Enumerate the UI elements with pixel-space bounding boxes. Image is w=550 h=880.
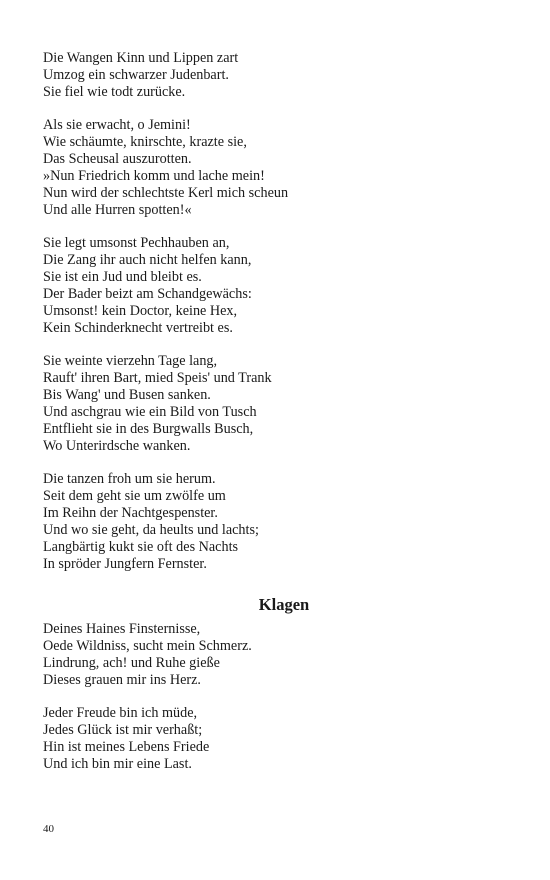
verse-line: Dieses grauen mir ins Herz. bbox=[43, 672, 201, 688]
verse-line: Oede Wildniss, sucht mein Schmerz. bbox=[43, 638, 252, 654]
page-number: 40 bbox=[43, 823, 54, 835]
stanza bbox=[43, 471, 513, 573]
verse-line: Wie schäumte, knirschte, krazte sie, bbox=[43, 134, 247, 150]
verse-line: Jedes Glück ist mir verhaßt; bbox=[43, 722, 203, 738]
verse-line: Umzog ein schwarzer Judenbart. bbox=[43, 67, 229, 83]
verse-line: Wo Unterirdsche wanken. bbox=[43, 438, 191, 454]
verse-line: »Nun Friedrich komm und lache mein! bbox=[43, 168, 265, 184]
poem-klagen bbox=[43, 621, 513, 773]
stanza bbox=[43, 705, 513, 773]
poem-title: Klagen bbox=[258, 595, 310, 614]
verse-line: Die Wangen Kinn und Lippen zart bbox=[43, 50, 239, 66]
verse-line: Sie weinte vierzehn Tage lang, bbox=[43, 353, 218, 369]
stanza bbox=[43, 235, 513, 337]
verse-line: Und ich bin mir eine Last. bbox=[43, 756, 192, 772]
verse-line: Als sie erwacht, o Jemini! bbox=[43, 117, 191, 133]
verse-line: Kein Schinderknecht vertreibt es. bbox=[43, 320, 233, 336]
verse-line: Sie ist ein Jud und bleibt es. bbox=[43, 269, 202, 285]
verse-line: Nun wird der schlechtste Kerl mich scheun bbox=[43, 185, 289, 201]
verse-line: Die tanzen froh um sie herum. bbox=[43, 471, 216, 487]
stanza bbox=[43, 50, 513, 101]
stanza bbox=[43, 117, 513, 219]
verse-line: Jeder Freude bin ich müde, bbox=[43, 705, 198, 721]
verse-line: Im Reihn der Nachtgespenster. bbox=[43, 505, 218, 521]
verse-line: Deines Haines Finsternisse, bbox=[43, 621, 201, 637]
verse-line: Die Zang ihr auch nicht helfen kann, bbox=[43, 252, 252, 268]
page-content bbox=[43, 50, 513, 789]
verse-line: Umsonst! kein Doctor, keine Hex, bbox=[43, 303, 238, 319]
stanza bbox=[43, 621, 513, 689]
verse-line: Seit dem geht sie um zwölfe um bbox=[43, 488, 226, 504]
poem-continued bbox=[43, 50, 513, 573]
verse-line: Und wo sie geht, da heults und lachts; bbox=[43, 522, 259, 538]
verse-line: Sie legt umsonst Pechhauben an, bbox=[43, 235, 230, 251]
verse-line: Entflieht sie in des Burgwalls Busch, bbox=[43, 421, 254, 437]
verse-line: Das Scheusal auszurotten. bbox=[43, 151, 192, 167]
verse-line: Bis Wang' und Busen sanken. bbox=[43, 387, 211, 403]
stanza bbox=[43, 353, 513, 455]
verse-line: Rauft' ihren Bart, mied Speis' und Trank bbox=[43, 370, 272, 386]
verse-line: Der Bader beizt am Schandgewächs: bbox=[43, 286, 252, 302]
verse-line: Hin ist meines Lebens Friede bbox=[43, 739, 210, 755]
verse-line: Langbärtig kukt sie oft des Nachts bbox=[43, 539, 239, 555]
verse-line: In spröder Jungfern Fernster. bbox=[43, 556, 207, 572]
verse-line: Sie fiel wie todt zurücke. bbox=[43, 84, 186, 100]
verse-line: Und alle Hurren spotten!« bbox=[43, 202, 192, 218]
verse-line: Und aschgrau wie ein Bild von Tusch bbox=[43, 404, 257, 420]
verse-line: Lindrung, ach! und Ruhe gieße bbox=[43, 655, 220, 671]
